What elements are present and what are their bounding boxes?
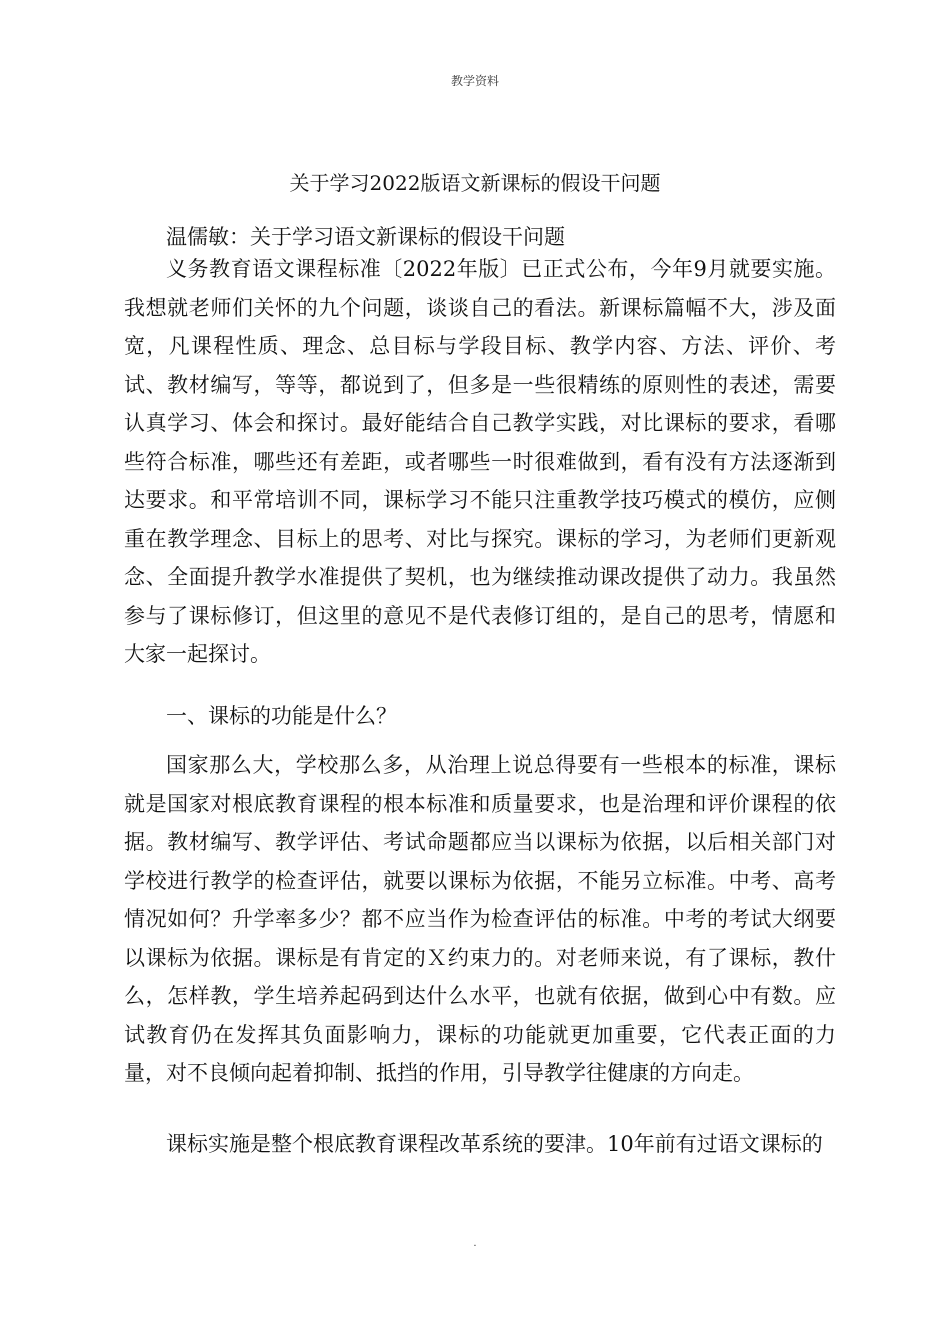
document-title: 关于学习2022版语文新课标的假设干问题 [289,171,661,195]
paragraph: 课标实施是整个根底教育课程改革系统的要津。10年前有过语文课标的 [166,1132,823,1156]
paragraph: 国家那么大，学校那么多，从治理上说总得要有一些根本的标准，课标就是国家对根底教育课程的根本标准和质量要求，也是治理和评价课程的依据。教材编写、教学评估、考试命题都应当以课标为依据，以后相关部门对学校进行教学的检查评估，就要以课标为依据，不能另立标准。中考、高考情况如何？升学率多少？都不应当作为检查评估的标准。中考的考试大纲要以课标为依据。课标是有肯定的Ｘ约束力的。对老师来说，有了课标，教什么，怎样教，学生培养起码到达什么水平，也就有依据，做到心中有数。应试教育仍在发挥其负面影响力，课标的功能就更加重要，它代表正面的力量，对不良倾向起着抑制、抵挡的作用，引导教学往健康的方向走。 [124,753,836,1085]
page-header: 教学资料 [450,74,499,88]
document-subtitle: 温儒敏：关于学习语文新课标的假设干问题 [166,225,565,249]
page-footer-mark: . [473,1238,477,1249]
section-heading: 一、课标的功能是什么？ [166,704,397,728]
paragraph: 义务教育语文课程标准〔2022年版〕已正式公布，今年9月就要实施。我想就老师们关怀的九个问题，谈谈自己的看法。新课标篇幅不大，涉及面宽，凡课程性质、理念、总目标与学段目标、教学内容、方法、评价、考试、教材编写，等等，都说到了，但多是一些很精练的原则性的表述，需要认真学习、体会和探讨。最好能结合自己教学实践，对比课标的要求，看哪些符合标准，哪些还有差距，或者哪些一时很难做到，看有没有方法逐渐到达要求。和平常培训不同，课标学习不能只注重教学技巧模式的模仿，应侧重在教学理念、目标上的思考、对比与探究。课标的学习，为老师们更新观念、全面提升教学水准提供了契机，也为继续推动课改提供了动力。我虽然参与了课标修订，但这里的意见不是代表修订组的，是自己的思考，情愿和大家一起探讨。 [124,257,836,666]
